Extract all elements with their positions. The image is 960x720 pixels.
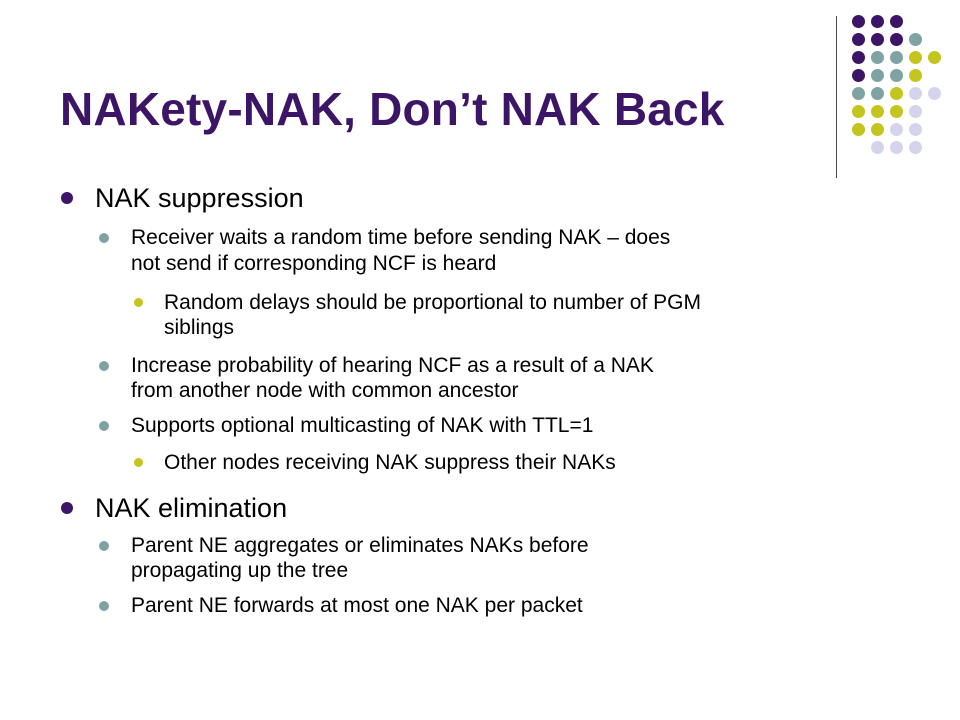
bullet-dot-icon [134, 458, 143, 467]
bullet-text: not send if corresponding NCF is heard [131, 252, 497, 275]
bullet-dot-icon [99, 421, 109, 431]
bullet-dot-icon [61, 192, 73, 204]
decor-dot [890, 87, 903, 100]
decor-dot [890, 141, 903, 154]
bullet-text: Increase probability of hearing NCF as a result of a NAK [131, 354, 654, 377]
decor-dot [852, 51, 865, 64]
bullet-text: NAK elimination [95, 493, 288, 523]
bullet-text: NAK suppression [95, 183, 304, 213]
title-divider-line [836, 16, 837, 178]
decor-dot [909, 123, 922, 136]
slide-title: NAKety-NAK, Don’t NAK Back [60, 83, 725, 135]
decor-dot [909, 69, 922, 82]
decor-dot [852, 87, 865, 100]
decor-dot [852, 15, 865, 28]
decor-dot [909, 87, 922, 100]
decor-dot [871, 33, 884, 46]
decor-dot [928, 87, 941, 100]
bullet-dot-icon [99, 601, 109, 611]
bullet-text: Receiver waits a random time before sending NAK – does [131, 226, 671, 249]
decor-dot [852, 69, 865, 82]
decor-dot [871, 15, 884, 28]
bullet-text: propagating up the tree [131, 559, 349, 582]
bullet-text: Parent NE forwards at most one NAK per packet [131, 594, 583, 617]
decor-dot [928, 51, 941, 64]
bullet-text: from another node with common ancestor [131, 379, 519, 402]
bullet-text: Random delays should be proportional to number of PGM [164, 291, 701, 314]
bullet-dot-icon [99, 541, 109, 551]
decor-dot [871, 87, 884, 100]
bullet-dot-icon [134, 298, 143, 307]
decor-dot [871, 69, 884, 82]
decor-dot [890, 33, 903, 46]
decor-dot [890, 15, 903, 28]
bullet-dot-icon [99, 233, 109, 243]
decor-dot [890, 123, 903, 136]
bullet-dot-icon [61, 502, 73, 514]
bullet-text: siblings [164, 316, 235, 339]
bullet-text: Parent NE aggregates or eliminates NAKs before [131, 534, 589, 557]
decor-dot [909, 141, 922, 154]
decor-dot [871, 105, 884, 118]
decor-dot [852, 105, 865, 118]
bullet-dot-icon [99, 361, 109, 371]
decor-dot [852, 33, 865, 46]
decor-dot [871, 141, 884, 154]
bullet-text: Supports optional multicasting of NAK with TTL=1 [131, 414, 594, 437]
decor-dot [852, 123, 865, 136]
decor-dot [909, 33, 922, 46]
decor-dot [890, 51, 903, 64]
decor-dot [909, 105, 922, 118]
decor-dot [890, 105, 903, 118]
decor-dot [890, 69, 903, 82]
decor-dot [871, 51, 884, 64]
decor-dot [909, 51, 922, 64]
bullet-text: Other nodes receiving NAK suppress their NAKs [164, 451, 616, 474]
decor-dot [871, 123, 884, 136]
